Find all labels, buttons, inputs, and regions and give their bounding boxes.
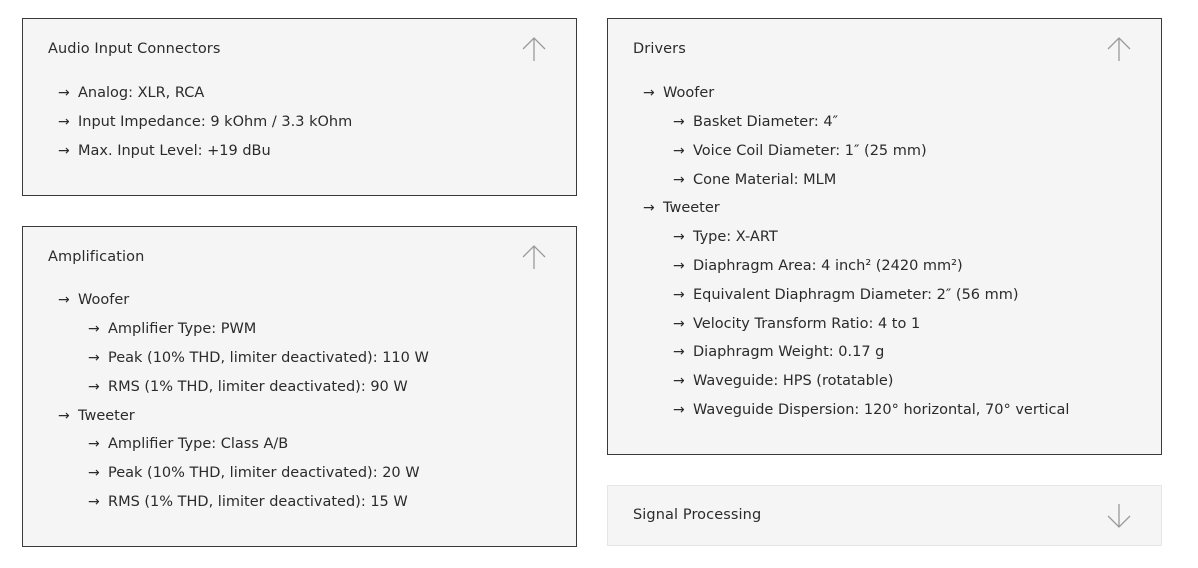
arrow-right-icon: →	[88, 436, 100, 452]
signal-processing-panel[interactable]	[607, 485, 1162, 546]
list-item: → Waveguide Dispersion: 120° horizontal, 70° vertical	[673, 402, 1070, 418]
arrow-right-icon: →	[673, 373, 685, 389]
audio-input-panel	[22, 18, 577, 196]
arrow-right-icon: →	[88, 321, 100, 337]
list-item-tweeter: → Tweeter	[58, 408, 135, 424]
arrow-right-icon: →	[58, 143, 70, 159]
collapse-amplification-button[interactable]	[520, 243, 548, 271]
list-item-woofer: → Woofer	[643, 85, 715, 101]
list-item: → Equivalent Diaphragm Diameter: 2″ (56 mm)	[673, 287, 1019, 303]
list-item: → Waveguide: HPS (rotatable)	[673, 373, 894, 389]
arrow-right-icon: →	[673, 143, 685, 159]
list-item: → RMS (1% THD, limiter deactivated): 90 W	[88, 379, 408, 395]
arrow-right-icon: →	[58, 408, 70, 424]
arrow-right-icon: →	[58, 85, 70, 101]
arrow-right-icon: →	[673, 287, 685, 303]
collapse-audio-input-button[interactable]	[520, 35, 548, 63]
arrow-right-icon: →	[673, 172, 685, 188]
arrow-up-icon	[520, 35, 548, 63]
list-item-tweeter: → Tweeter	[643, 200, 720, 216]
list-item: → Amplifier Type: PWM	[88, 321, 257, 337]
arrow-right-icon: →	[673, 344, 685, 360]
list-item: → RMS (1% THD, limiter deactivated): 15 W	[88, 494, 408, 510]
list-item: → Diaphragm Area: 4 inch² (2420 mm²)	[673, 258, 963, 274]
arrow-right-icon: →	[673, 402, 685, 418]
arrow-up-icon	[1105, 35, 1133, 63]
list-item: → Input Impedance: 9 kOhm / 3.3 kOhm	[58, 114, 353, 130]
list-item: → Type: X-ART	[673, 229, 778, 245]
arrow-right-icon: →	[673, 229, 685, 245]
arrow-right-icon: →	[88, 379, 100, 395]
arrow-right-icon: →	[88, 350, 100, 366]
arrow-right-icon: →	[88, 494, 100, 510]
expand-signal-processing-button[interactable]	[1105, 502, 1133, 530]
arrow-right-icon: →	[673, 114, 685, 130]
drivers-title: Drivers	[633, 41, 686, 57]
list-item: → Diaphragm Weight: 0.17 g	[673, 344, 885, 360]
arrow-right-icon: →	[643, 200, 655, 216]
arrow-right-icon: →	[58, 292, 70, 308]
arrow-down-icon	[1105, 502, 1133, 530]
amplification-panel	[22, 226, 577, 547]
list-item: → Peak (10% THD, limiter deactivated): 110 W	[88, 350, 429, 366]
collapse-drivers-button[interactable]	[1105, 35, 1133, 63]
list-item: → Peak (10% THD, limiter deactivated): 20 W	[88, 465, 420, 481]
amplification-title: Amplification	[48, 249, 145, 265]
list-item: → Cone Material: MLM	[673, 172, 837, 188]
arrow-up-icon	[520, 243, 548, 271]
arrow-right-icon: →	[673, 258, 685, 274]
list-item: → Amplifier Type: Class A/B	[88, 436, 289, 452]
list-item: → Max. Input Level: +19 dBu	[58, 143, 271, 159]
signal-processing-title: Signal Processing	[633, 507, 762, 523]
list-item: → Analog: XLR, RCA	[58, 85, 205, 101]
list-item-woofer: → Woofer	[58, 292, 130, 308]
arrow-right-icon: →	[58, 114, 70, 130]
list-item: → Basket Diameter: 4″	[673, 114, 839, 130]
list-item: → Velocity Transform Ratio: 4 to 1	[673, 316, 921, 332]
audio-input-title: Audio Input Connectors	[48, 41, 221, 57]
drivers-panel	[607, 18, 1162, 455]
list-item: → Voice Coil Diameter: 1″ (25 mm)	[673, 143, 927, 159]
arrow-right-icon: →	[643, 85, 655, 101]
arrow-right-icon: →	[88, 465, 100, 481]
arrow-right-icon: →	[673, 316, 685, 332]
